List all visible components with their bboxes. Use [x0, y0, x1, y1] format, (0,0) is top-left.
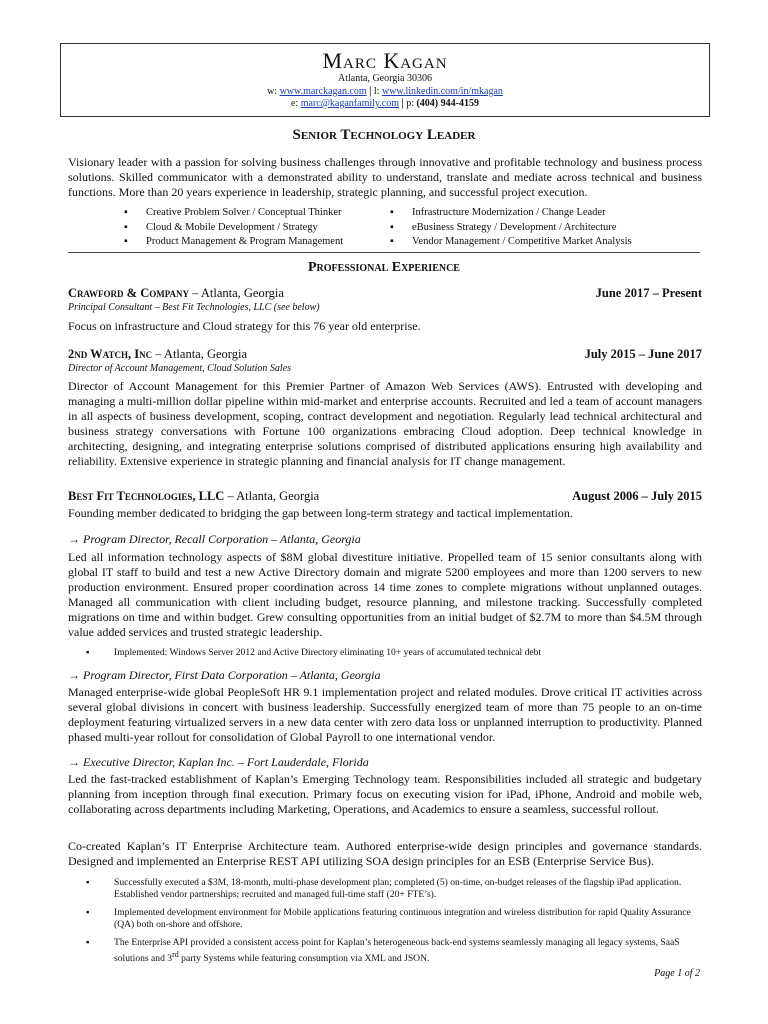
role-paragraph: Led the fast-tracked establishment of Kaplan’s Emerging Technology team. Responsibilities included all strategic and budgetary planning from inception through final execution. Primary focus on executing vision for iPad, iPhone, Android and mobile web, collaborating across departments including Marketing, Operations, and Academics to ensure a seamless, successful rollout.: [68, 772, 702, 816]
skill-item: ▪ Cloud & Mobile Development / Strategy: [124, 221, 343, 236]
job-heading-2ndwatch: [68, 347, 702, 362]
company-name: 2nd Watch, Inc: [68, 347, 153, 361]
skill-item: ▪ Creative Problem Solver / Conceptual Thinker: [124, 206, 343, 221]
page-number: Page 1 of 2: [654, 968, 700, 979]
job-dates: June 2017 – Present: [595, 286, 702, 300]
job-description: Focus on infrastructure and Cloud strategy for this 76 year old enterprise.: [68, 319, 421, 333]
job-subtitle: Director of Account Management, Cloud Solution Sales: [68, 363, 292, 374]
job-heading-bestfit: [68, 489, 702, 504]
job-heading-crawford: [68, 286, 702, 301]
experience-heading: Professional Experience: [308, 260, 460, 275]
section-divider: [68, 252, 700, 253]
linkedin-link[interactable]: www.linkedin.com/in/mkagan: [381, 85, 503, 97]
bullet-item: ▪ The Enterprise API provided a consistent access point for Kaplan’s heterogeneous back-end systems seamlessly managing all legacy systems, SaaS solutions and 3rd party Systems while featuring consumption via XML and JSON.: [86, 937, 680, 965]
candidate-name: Marc Kagan: [322, 48, 448, 73]
company-location: – Atlanta, Georgia: [224, 489, 320, 503]
contact-header: [60, 43, 710, 117]
phone-number: (404) 944-4159: [416, 98, 479, 109]
bullet-item: ▪ Successfully executed a $3M, 18-month, multi-phase development plan; completed (5) on-time, on-budget releases of the flagship iPad application. Established vendor partnerships; recruited and managed full-time staff (20+ FTE’s).: [86, 877, 682, 900]
job-subtitle: Principal Consultant – Best Fit Technologies, LLC (see below): [68, 302, 320, 313]
skill-item: ▪ Vendor Management / Competitive Market Analysis: [390, 235, 632, 250]
role-title: → Program Director, First Data Corporation – Atlanta, Georgia: [68, 668, 381, 682]
bullet-icon: ▪: [124, 207, 128, 218]
skill-item: ▪ eBusiness Strategy / Development / Architecture: [390, 221, 632, 236]
bullet-icon: ▪: [390, 207, 394, 218]
job-description: Director of Account Management for this Premier Partner of Amazon Web Services (AWS). Entrusted with developing and managing a multi-million dollar pipeline within mid-market and enterprise accounts. Recruited and led a team of account managers in all aspects of business development, scoping, contract development and negotiation. Regularly lead technical architectural and business strategy conversations with Fortune 100 organizations embracing Cloud adoption. Deep technical knowledge in architecting, designing, and integrating enterprise solutions comprised of distributed applications ensuring high availability and reliability. Extensive experience in strategic planning and financial analysis for IT change management.: [68, 379, 702, 468]
role-paragraph: Co-created Kaplan’s IT Enterprise Architecture team. Authored enterprise-wide design principles and governance standards. Designed and implemented an Enterprise REST API utilizing SOA design principles for an ESB (Enterprise Service Bus).: [68, 839, 702, 868]
bullet-icon: ▪: [390, 221, 394, 233]
company-location: – Atlanta, Georgia: [152, 347, 247, 361]
website-link[interactable]: www.marckagan.com: [279, 85, 367, 97]
bullet-icon: ▪: [390, 236, 394, 247]
bullet-icon: ▪: [86, 647, 90, 658]
contact-line: e: marc@kaganfamily.com | p: (404) 944-4159: [291, 98, 479, 109]
bullet-icon: ▪: [86, 907, 90, 918]
bullet-icon: ▪: [86, 937, 90, 948]
role-paragraph: Led all information technology aspects of $8M global divestiture initiative. Propelled team of 15 senior consultants along with global IT staff to build and test a new Active Directory domain and migrate 5200 employees and more than 1200 servers to new production environment. Ensured proper coordination across 14 time zones to complete migrations without unplanned outages. Managed all communication with client including budget, resource planning, and milestone tracking. Successfully completed migrations on time and within budget. Grew consulting opportunities from an initial budget of $2.7M to more than $4.5M through value added services and trusted strategic leadership.: [68, 550, 702, 639]
bullet-icon: ▪: [124, 221, 128, 233]
company-name: Best Fit Technologies, LLC: [68, 489, 225, 503]
bullet-icon: ▪: [124, 236, 128, 247]
job-dates: August 2006 – July 2015: [572, 489, 702, 503]
role-title: → Executive Director, Kaplan Inc. – Fort Lauderdale, Florida: [68, 755, 369, 769]
bullet-item: ▪ Implemented development environment for Mobile applications featuring continuous integration and wireless distribution for rapid Quality Assurance (QA) both on-shore and offshore.: [86, 907, 691, 930]
job-description: Founding member dedicated to bridging the gap between long-term strategy and tactical implementation.: [68, 506, 573, 520]
skill-item: ▪ Infrastructure Modernization / Change Leader: [390, 206, 632, 221]
job-dates: July 2015 – June 2017: [584, 347, 702, 361]
address: Atlanta, Georgia 30306: [338, 73, 432, 84]
skills-column-right: [390, 206, 632, 250]
company-name: Crawford & Company: [68, 286, 190, 300]
skills-column-left: [124, 206, 343, 250]
company-location: – Atlanta, Georgia: [189, 286, 284, 300]
resume-title: Senior Technology Leader: [292, 127, 476, 143]
bullet-icon: ▪: [86, 877, 90, 888]
summary-paragraph: Visionary leader with a passion for solving business challenges through innovative and profitable technology and business process solutions. Skilled communicator with a demonstrated ability to understand, translate and mediate across technical and business functions. More than 20 years experience in leadership, strategic planning, and successful project execution.: [68, 155, 702, 199]
skill-item: ▪ Product Management & Program Management: [124, 235, 343, 250]
email-link[interactable]: marc@kaganfamily.com: [300, 98, 399, 109]
bullet-item: ▪ Implemented: Windows Server 2012 and Active Directory eliminating 10+ years of accumulated technical debt: [86, 647, 542, 658]
role-paragraph: Managed enterprise-wide global PeopleSoft HR 9.1 implementation project and related modules. Drove critical IT activities across several global divisions in concert with business leadership. Successfully energized team of more than 75 people to an on-time deployment featuring virtualized servers in a new data center with zero data loss or unplanned interruption to productivity. Planned phased multi-year rollout for consolidation of Global Payroll to one international vendor.: [68, 685, 702, 744]
role-title: → Program Director, Recall Corporation – Atlanta, Georgia: [68, 532, 361, 546]
web-links-line: w: www.marckagan.com | l: www.linkedin.com/in/mkagan: [267, 85, 503, 97]
